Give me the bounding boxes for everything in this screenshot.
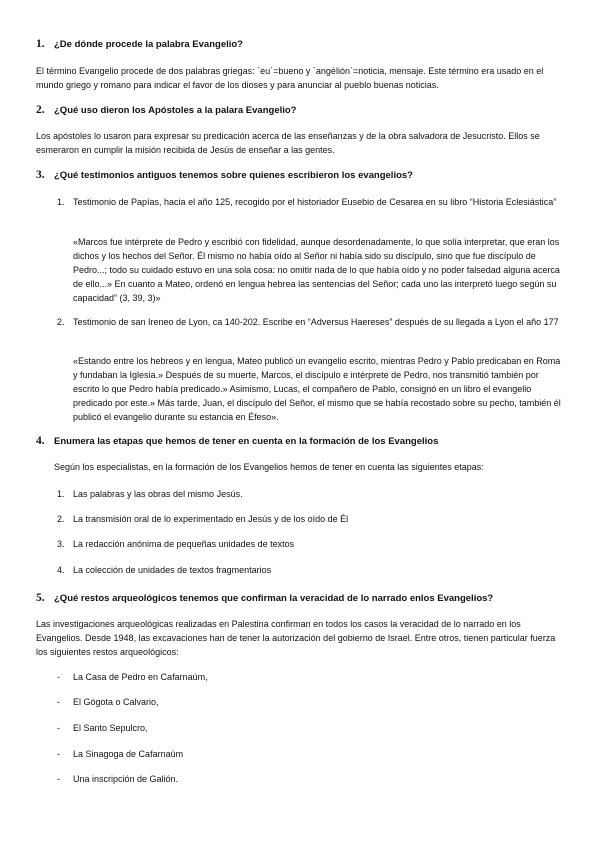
stage-item-4-text: La colección de unidades de textos fragmentarios — [73, 565, 272, 575]
remains-item-3-dash: - — [57, 723, 60, 733]
testimony-item-1-number: 1. — [57, 197, 65, 207]
remains-item-2 — [57, 695, 159, 709]
remains-item-5-dash: - — [57, 774, 60, 784]
question-3-title: ¿Qué testimonios antiguos tenemos sobre quienes escribieron los evangelios? — [54, 170, 413, 181]
remains-item-1-text: La Casa de Pedro en Cafarnaúm, — [73, 672, 208, 682]
testimony-1-quote: «Marcos fue intérprete de Pedro y escribió con fidelidad, aunque desordenadamente, lo que solía interpretar, que eran los dichos y los hechos del Señor. Él mismo no había oído al Señor ni había sido su discípulo, sino que fue discípulo de Pedro...; todo su cuidado estuvo en una sola cosa: no omitir nada de lo que había oído y no poder falsedad alguna acerca de ello...» En cuanto a Mateo, ordenó en lengua hebrea las sentencias del Señor; cada uno las interpretó luego según su capacidad” (3, 39, 3)» — [73, 237, 560, 303]
remains-item-1-dash: - — [57, 672, 60, 682]
testimony-item-2-text: Testimonio de san Ireneo de Lyon, ca 140-202. Escribe en “Adversus Haereses” después de su llegada a Lyon el año 177 — [73, 317, 559, 327]
question-1-title: ¿De dónde procede la palabra Evangelio? — [54, 39, 243, 50]
question-1-number: 1. — [36, 38, 45, 50]
testimony-item-2-number: 2. — [57, 317, 65, 327]
remains-item-3 — [57, 721, 148, 735]
question-3-number: 3. — [36, 169, 45, 181]
stage-item-1-text: Las palabras y las obras del mismo Jesús. — [73, 489, 243, 499]
testimony-item-2 — [57, 315, 567, 329]
stage-item-2 — [57, 512, 567, 526]
question-1-heading — [36, 38, 243, 50]
question-3-heading — [36, 169, 413, 181]
remains-item-1 — [57, 670, 208, 684]
stage-item-3-text: La redacción anónima de pequeñas unidades de textos — [73, 539, 295, 549]
stage-item-3 — [57, 537, 567, 551]
remains-item-5 — [57, 772, 178, 786]
question-2-title: ¿Qué uso dieron los Apóstoles a la palara Evangelio? — [54, 105, 297, 116]
question-2-answer: Los apóstoles lo usaron para expresar su predicación acerca de las enseñanzas y de la obra salvadora de Jesucristo. Ellos se esmeraron en cumplir la misión recibida de Jesús de enseñar a las gentes. — [36, 131, 540, 155]
remains-item-2-text: El Gógota o Calvario, — [73, 697, 159, 707]
question-2-heading — [36, 104, 296, 116]
stage-item-2-text: La transmisión oral de lo experimentado en Jesús y de los oído de Él — [73, 514, 349, 524]
question-1-answer: El término Evangelio procede de dos palabras griegas: `eu´=bueno y `angélión´=noticia, mensaje. Este término era usado en el mundo griego y romano para indicar el favor de los dioses y para anunciar al pueblo buenas noticias. — [36, 66, 544, 90]
question-5-heading — [36, 592, 493, 604]
stage-item-4 — [57, 563, 567, 577]
testimony-2-quote: «Estando entre los hebreos y en lengua, Mateo publicó un evangelio escrito, mientras Pedro y Pablo predicaban en Roma y fundaban la Iglesia.» Después de su muerte, Marcos, el discípulo e intérprete de Pedro, nos transmitió también por escrito lo que Pedro había predicado.» Asimismo, Lucas, el compañero de Pablo, consignó en un libro el evangelio predicado por este.» Más tarde, Juan, el discípulo del Señor, el mismo que se había recostado sobre su pecho, también él publicó el evangelio durante su estancia en Éfeso». — [73, 356, 561, 422]
question-5-answer: Las investigaciones arqueológicas realizadas en Palestina confirman en todos los casos la veracidad de lo narrado en los Evangelios. Desde 1948, las excavaciones han de tener la autorización del gobierno de Israel. Entre otros, tienen particular fuerza los siguientes restos arqueológicos: — [36, 619, 556, 657]
remains-item-5-text: Una inscripción de Galión. — [73, 774, 179, 784]
question-2-number: 2. — [36, 104, 45, 116]
remains-item-3-text: El Santo Sepulcro, — [73, 723, 148, 733]
testimony-item-1 — [57, 195, 567, 209]
question-5-number: 5. — [36, 592, 45, 604]
question-5-title: ¿Qué restos arqueológicos tenemos que confirman la veracidad de lo narrado enlos Evangelios? — [54, 593, 494, 604]
stage-item-3-number: 3. — [57, 539, 65, 549]
remains-item-4 — [57, 747, 183, 761]
question-4-number: 4. — [36, 435, 45, 447]
question-4-heading — [36, 435, 438, 447]
question-4-intro: Según los especialistas, en la formación de los Evangelios hemos de tener en cuenta las siguientes etapas: — [54, 462, 484, 472]
question-4-title: Enumera las etapas que hemos de tener en cuenta en la formación de los Evangelios — [54, 436, 439, 447]
stage-item-1 — [57, 487, 567, 501]
remains-item-4-text: La Sinagoga de Cafarnaúm — [73, 749, 184, 759]
testimony-item-1-text: Testimonio de Papías, hacia el año 125, recogido por el historiador Eusebio de Cesarea en su libro “Historia Eclesiástica” — [73, 197, 557, 207]
remains-item-4-dash: - — [57, 749, 60, 759]
stage-item-2-number: 2. — [57, 514, 65, 524]
remains-item-2-dash: - — [57, 697, 60, 707]
stage-item-4-number: 4. — [57, 565, 65, 575]
stage-item-1-number: 1. — [57, 489, 65, 499]
